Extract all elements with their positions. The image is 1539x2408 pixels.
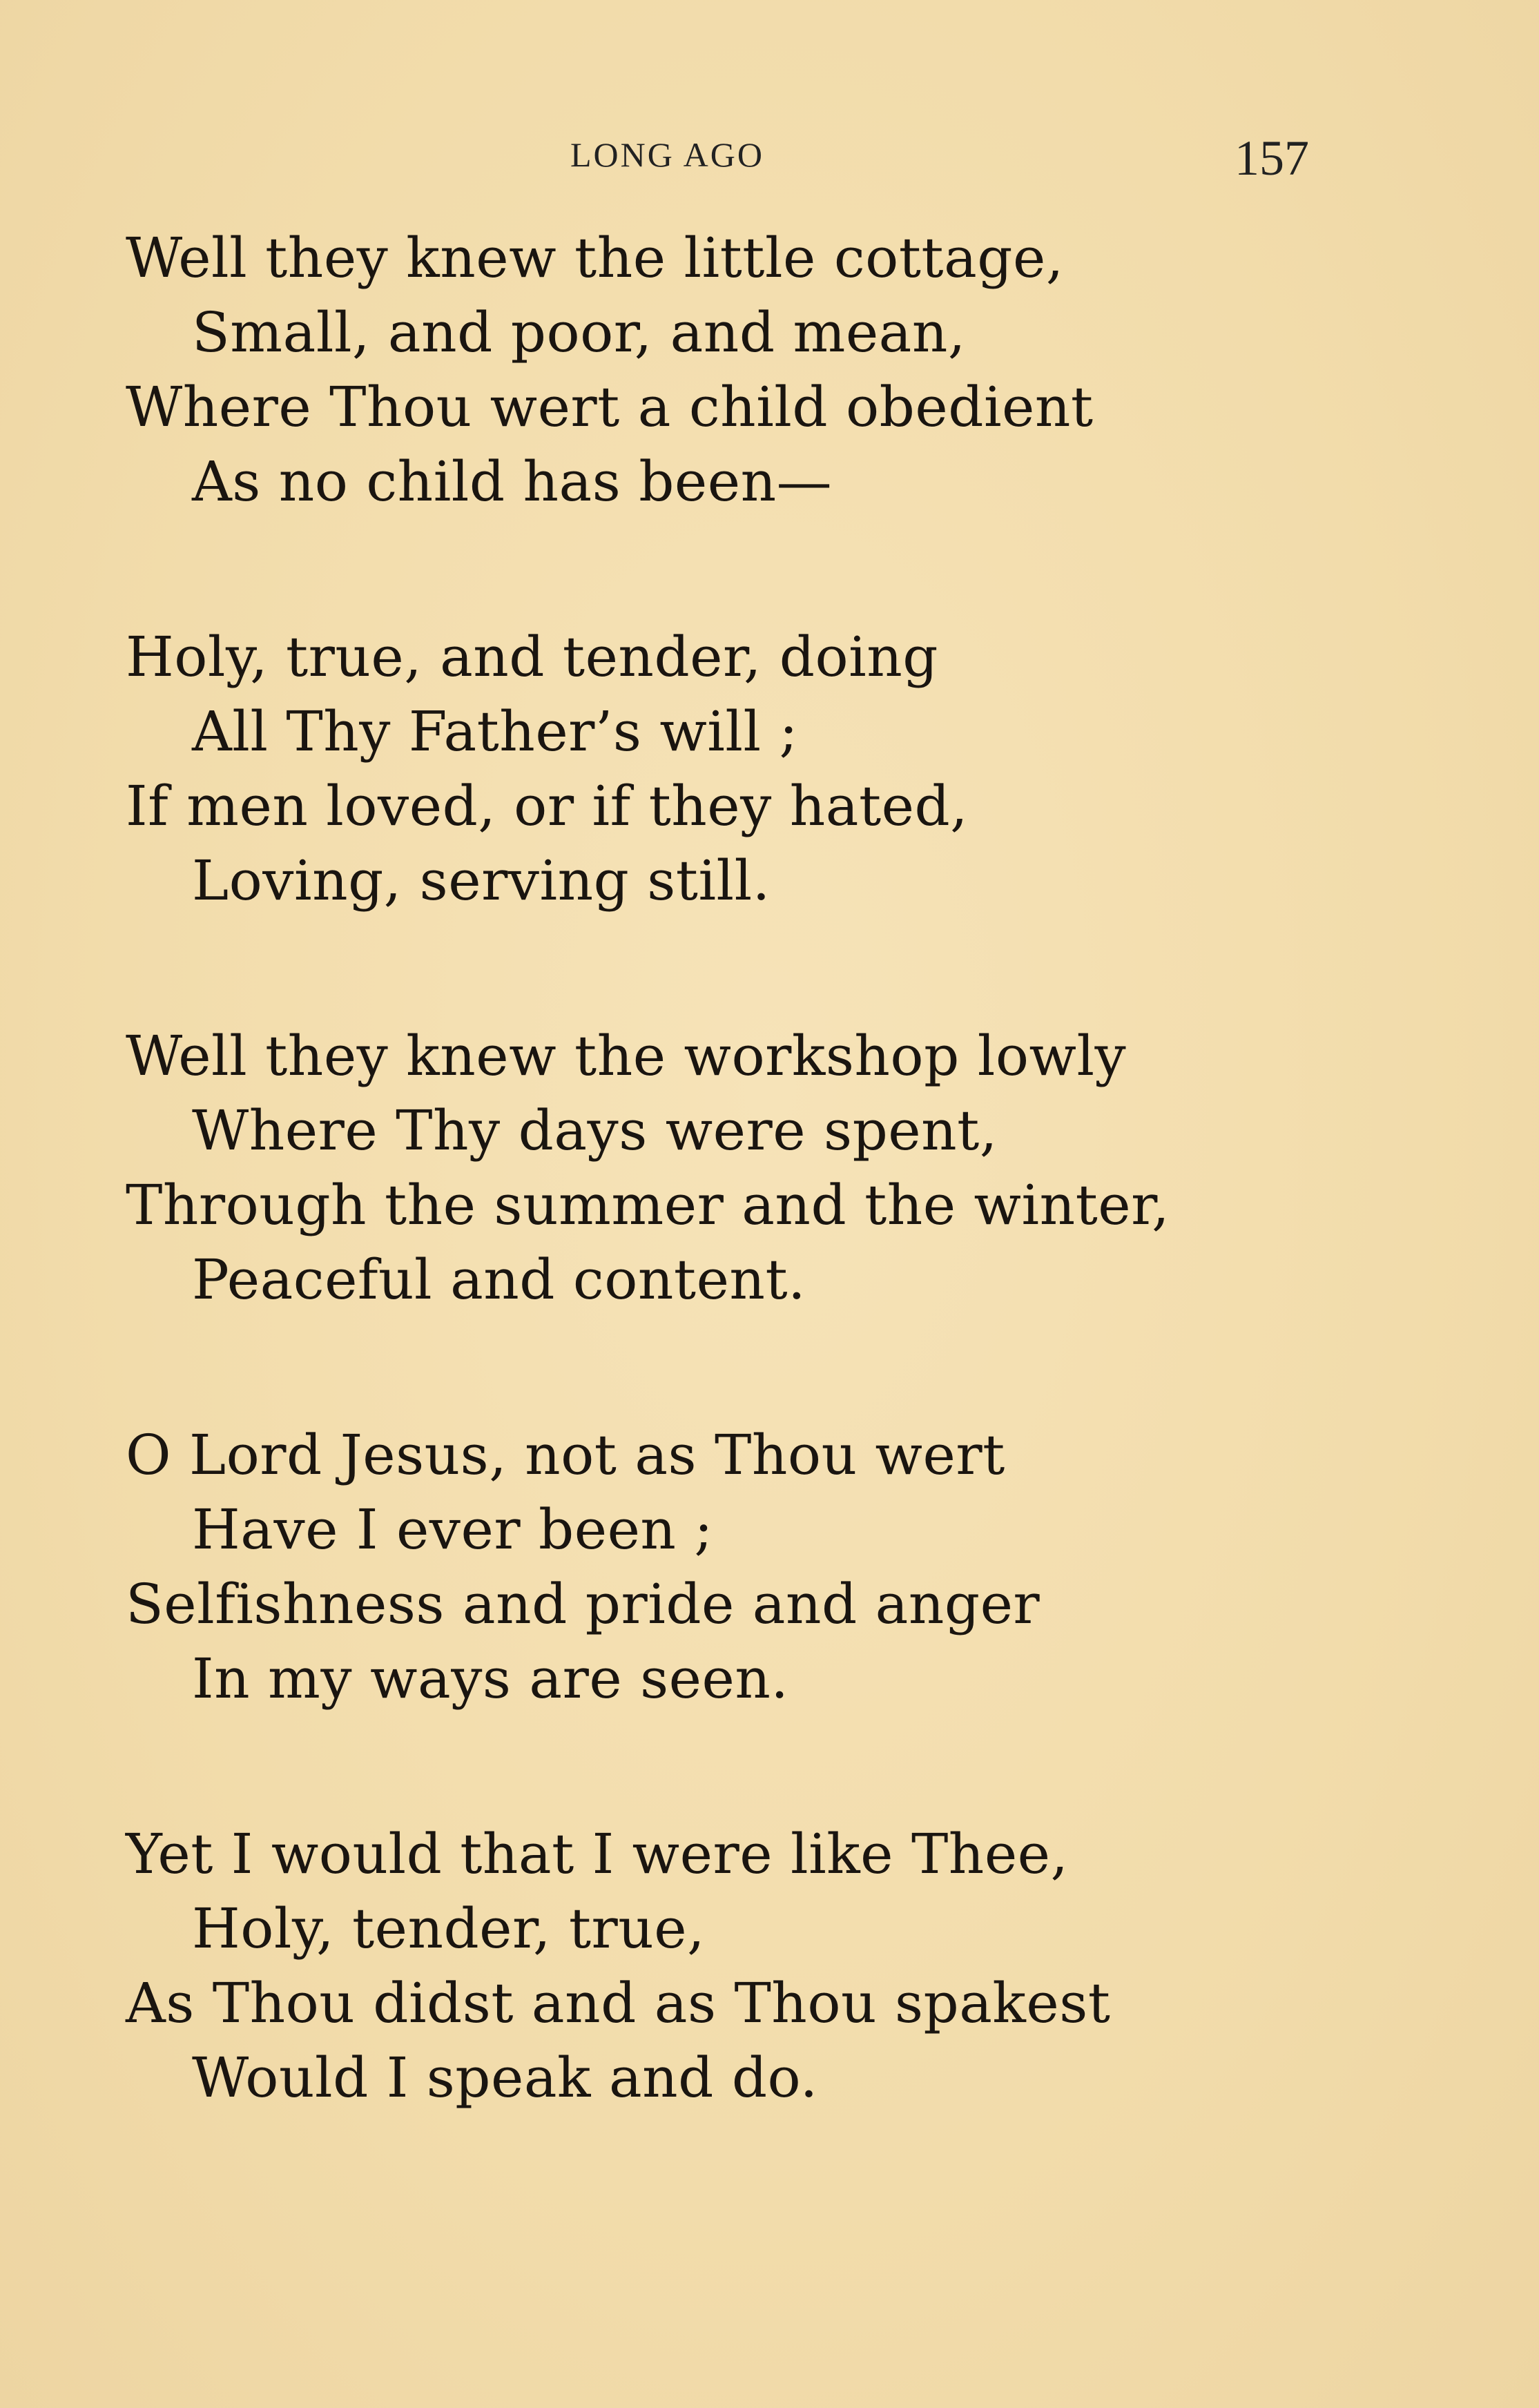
- poem-line: Holy, tender, true,: [192, 1896, 706, 1961]
- poem-line: O Lord Jesus, not as Thou wert: [126, 1423, 1005, 1487]
- poem-line: In my ways are seen.: [192, 1647, 789, 1711]
- poem-line: Well they knew the little cottage,: [126, 226, 1064, 290]
- poem: [126, 221, 1438, 2216]
- poem-line: Holy, true, and tender, doing: [126, 625, 938, 689]
- page-number: 157: [1235, 130, 1309, 186]
- poem-line: Through the summer and the winter,: [126, 1173, 1170, 1237]
- poem-line: Selfishness and pride and anger: [126, 1572, 1040, 1636]
- stanza: [126, 620, 1438, 918]
- stanza: [126, 1817, 1438, 2115]
- poem-line: Yet I would that I were like Thee,: [126, 1822, 1069, 1886]
- poem-line: As no child has been—: [192, 449, 833, 514]
- poem-line: Peaceful and content.: [192, 1247, 806, 1312]
- stanza: [126, 1418, 1438, 1716]
- stanza: [126, 221, 1438, 519]
- poem-line: Would I speak and do.: [192, 2046, 818, 2110]
- poem-line: Where Thy days were spent,: [192, 1098, 998, 1163]
- poem-line: Have I ever been ;: [192, 1497, 713, 1562]
- poem-line: As Thou didst and as Thou spakest: [126, 1971, 1111, 2035]
- poem-line: Loving, serving still.: [192, 848, 771, 913]
- poem-line: Where Thou wert a child obedient: [126, 375, 1094, 439]
- poem-line: Well they knew the workshop lowly: [126, 1024, 1127, 1088]
- stanza: [126, 1019, 1438, 1317]
- poem-line: Small, and poor, and mean,: [192, 300, 966, 365]
- poem-line: If men loved, or if they hated,: [126, 774, 969, 838]
- running-head: LONG AGO: [570, 135, 764, 174]
- poem-line: All Thy Father’s will ;: [192, 699, 798, 764]
